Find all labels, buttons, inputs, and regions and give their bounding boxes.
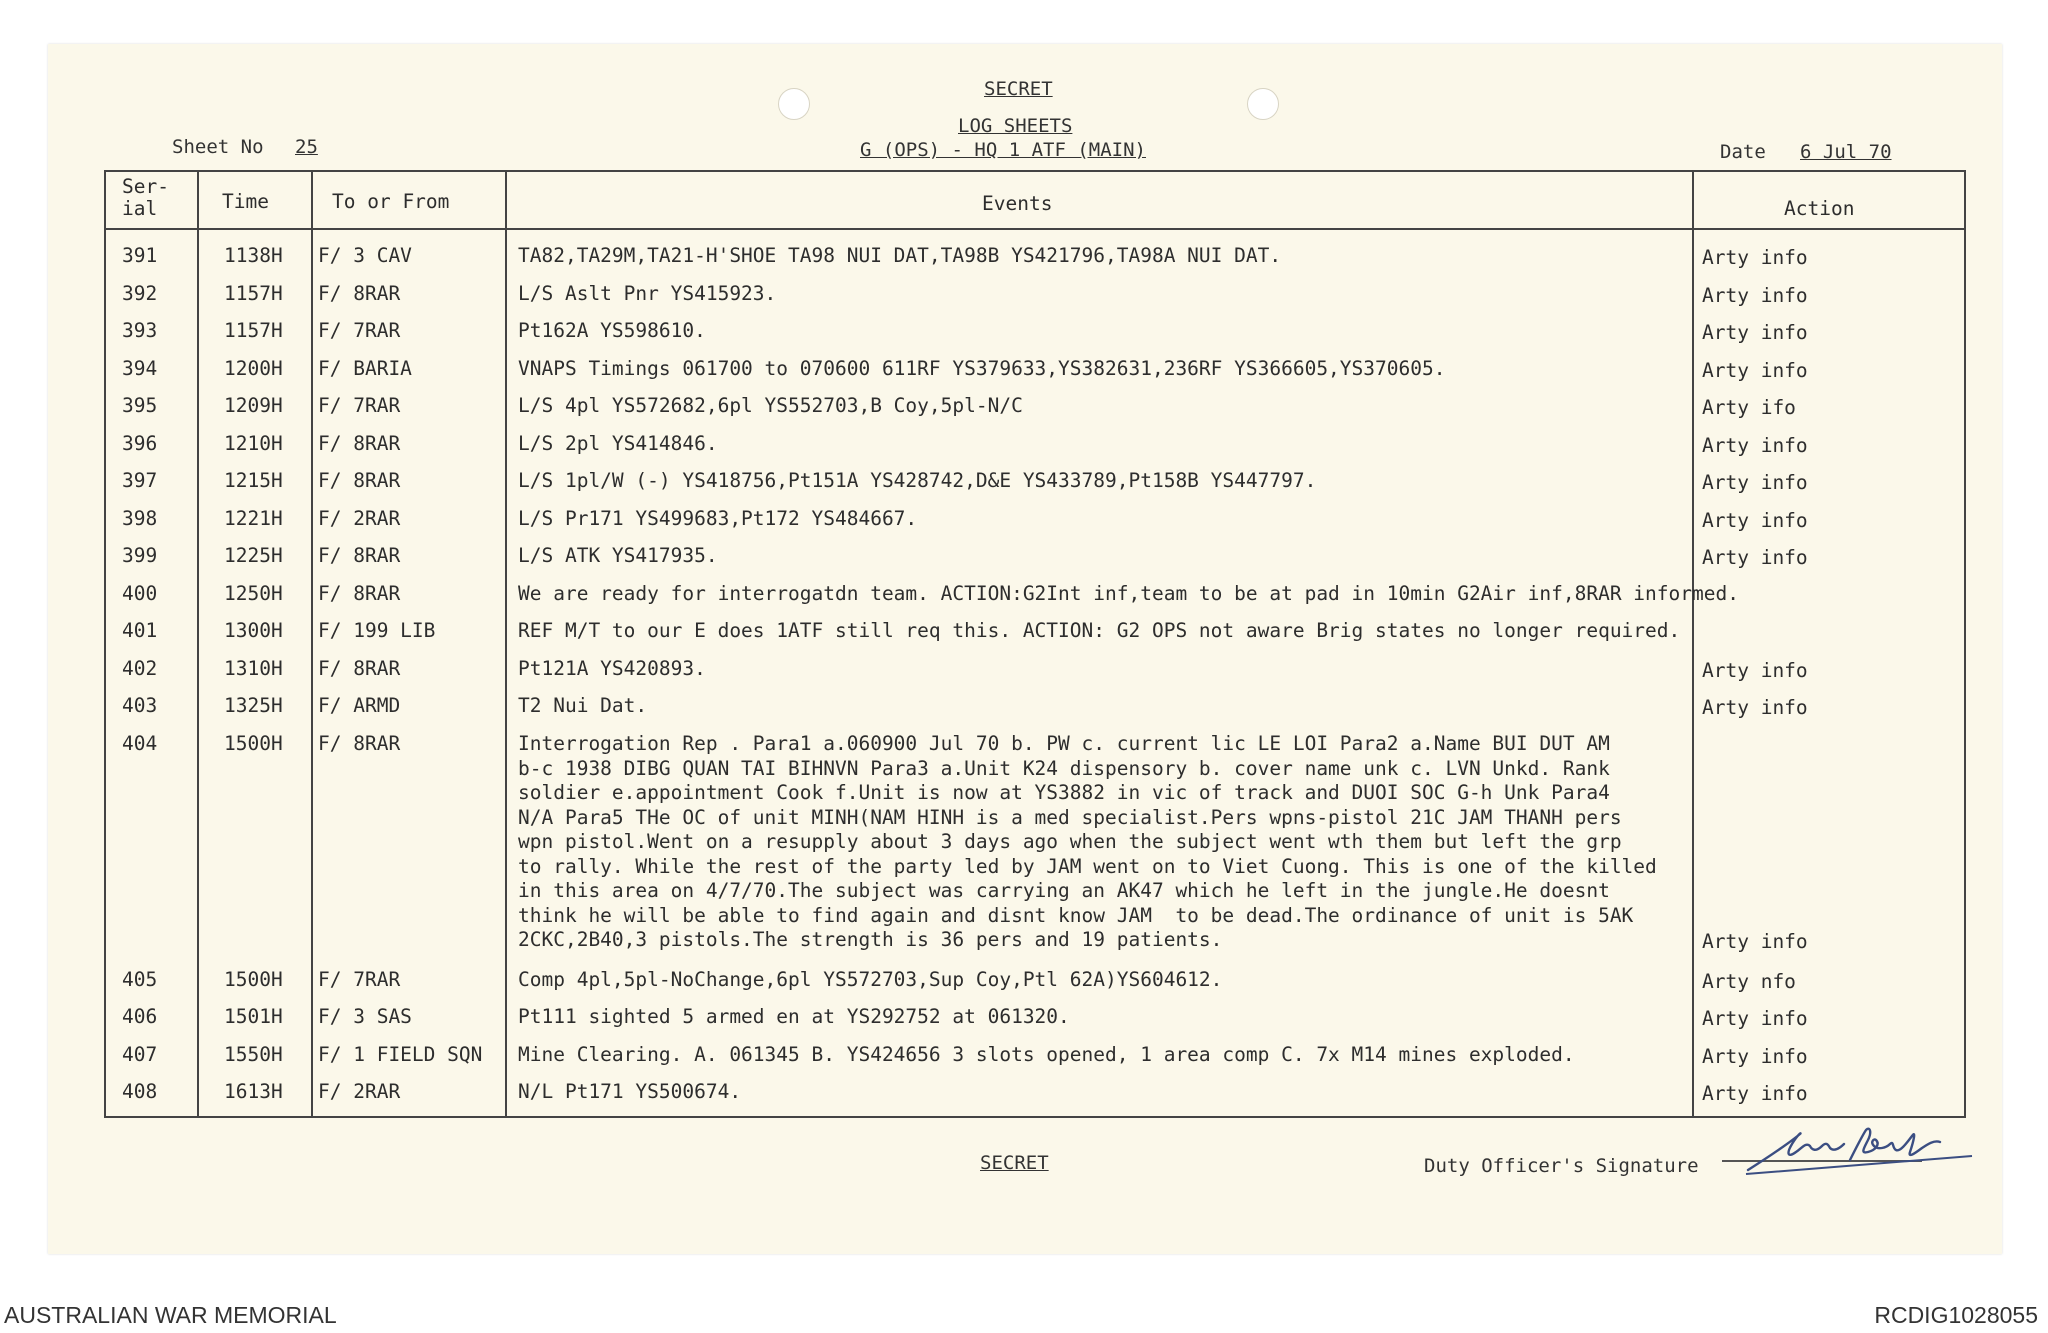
col-border-right (1964, 170, 1966, 1118)
time-cell: 1300H (224, 619, 283, 642)
from-cell: F/ 8RAR (318, 469, 401, 492)
col-border-events (1692, 170, 1694, 1118)
event-line: Pt121A YS420893. (518, 657, 706, 680)
time-cell: 1500H (224, 732, 283, 755)
event-line: L/S 2pl YS414846. (518, 432, 718, 455)
col-border-left (104, 170, 106, 1118)
event-line: VNAPS Timings 061700 to 070600 611RF YS379633,YS382631,236RF YS366605,YS370605. (518, 357, 1446, 380)
event-line: Mine Clearing. A. 061345 B. YS424656 3 slots opened, 1 area comp C. 7x M14 mines exploded. (518, 1043, 1575, 1066)
action-cell: Arty info (1702, 696, 1808, 719)
table-top-border (104, 170, 1966, 172)
punch-hole-left (778, 88, 810, 120)
serial-cell: 395 (122, 394, 158, 417)
action-cell: Arty info (1702, 930, 1808, 953)
date-value: 6 Jul 70 (1800, 141, 1892, 163)
serial-cell: 408 (122, 1080, 158, 1103)
sheet-number: 25 (295, 136, 318, 158)
serial-cell: 402 (122, 657, 158, 680)
serial-cell: 398 (122, 507, 158, 530)
event-line: TA82,TA29M,TA21-H'SHOE TA98 NUI DAT,TA98B YS421796,TA98A NUI DAT. (518, 244, 1282, 267)
action-cell: Arty info (1702, 1045, 1808, 1068)
time-cell: 1500H (224, 968, 283, 991)
action-cell: Arty info (1702, 471, 1808, 494)
time-cell: 1310H (224, 657, 283, 680)
header-action: Action (1784, 197, 1855, 220)
serial-cell: 391 (122, 244, 158, 267)
serial-cell: 393 (122, 319, 158, 342)
time-cell: 1501H (224, 1005, 283, 1028)
col-border-serial (197, 170, 199, 1118)
from-cell: F/ 8RAR (318, 657, 401, 680)
classification-bottom: SECRET (980, 1152, 1049, 1174)
action-cell: Arty nfo (1702, 970, 1796, 993)
event-line: We are ready for interrogatdn team. ACTION:G2Int inf,team to be at pad in 10min G2Air inf,8RAR informed. (518, 582, 1739, 605)
time-cell: 1215H (224, 469, 283, 492)
event-line: Comp 4pl,5pl-NoChange,6pl YS572703,Sup Coy,Ptl 62A)YS604612. (518, 968, 1223, 991)
from-cell: F/ 2RAR (318, 507, 401, 530)
event-line: Pt162A YS598610. (518, 319, 706, 342)
time-cell: 1250H (224, 582, 283, 605)
action-cell: Arty info (1702, 246, 1808, 269)
log-sheets-title: LOG SHEETS (958, 115, 1073, 137)
serial-cell: 392 (122, 282, 158, 305)
from-cell: F/ BARIA (318, 357, 412, 380)
action-cell: Arty info (1702, 546, 1808, 569)
from-cell: F/ 3 CAV (318, 244, 412, 267)
serial-cell: 407 (122, 1043, 158, 1066)
serial-cell: 397 (122, 469, 158, 492)
event-line: N/A Para5 THe OC of unit MINH(NAM HINH is a med specialist.Pers wpns-pistol 21C JAM THANH pers (518, 805, 1622, 829)
from-cell: F/ 8RAR (318, 282, 401, 305)
time-cell: 1200H (224, 357, 283, 380)
event-line: think he will be able to find again and disnt know JAM to be dead.The ordinance of unit is 5AK (518, 903, 1634, 927)
from-cell: F/ 8RAR (318, 432, 401, 455)
action-cell: Arty info (1702, 434, 1808, 457)
event-line: Interrogation Rep . Para1 a.060900 Jul 70 b. PW c. current lic LE LOI Para2 a.Name BUI DUT AM (518, 732, 1610, 755)
from-cell: F/ 7RAR (318, 968, 401, 991)
from-cell: F/ 7RAR (318, 319, 401, 342)
event-line: soldier e.appointment Cook f.Unit is now at YS3882 in vic of track and DUOI SOC G-h Unk Para4 (518, 781, 1610, 804)
from-cell: F/ 1 FIELD SQN (318, 1043, 483, 1066)
time-cell: 1157H (224, 282, 283, 305)
serial-cell: 399 (122, 544, 158, 567)
punch-hole-right (1247, 88, 1279, 120)
event-line: L/S Pr171 YS499683,Pt172 YS484667. (518, 507, 918, 530)
signature-label: Duty Officer's Signature (1424, 1155, 1699, 1177)
event-line: to rally. While the rest of the party led by JAM went on to Viet Cuong. This is one of the killed (518, 854, 1657, 878)
from-cell: F/ 8RAR (318, 732, 401, 755)
time-cell: 1209H (224, 394, 283, 417)
time-cell: 1157H (224, 319, 283, 342)
event-line: wpn pistol.Went on a resupply about 3 days ago when the subject went wth them but left the grp (518, 830, 1622, 853)
archive-id: RCDIG1028055 (1874, 1302, 2038, 1328)
event-line: L/S ATK YS417935. (518, 544, 718, 567)
event-line: in this area on 4/7/70.The subject was carrying an AK47 which he left in the jungle.He doesnt (518, 879, 1610, 902)
action-cell: Arty info (1702, 509, 1808, 532)
action-cell: Arty info (1702, 284, 1808, 307)
event-line: N/L Pt171 YS500674. (518, 1080, 742, 1103)
time-cell: 1325H (224, 694, 283, 717)
action-cell: Arty ifo (1702, 396, 1796, 419)
time-cell: 1221H (224, 507, 283, 530)
document-sheet (48, 44, 2002, 1254)
col-border-time (311, 170, 313, 1118)
classification-top: SECRET (984, 78, 1053, 100)
action-cell: Arty info (1702, 321, 1808, 344)
time-cell: 1138H (224, 244, 283, 267)
serial-cell: 404 (122, 732, 158, 755)
col-border-from (505, 170, 507, 1118)
serial-cell: 403 (122, 694, 158, 717)
from-cell: F/ 2RAR (318, 1080, 401, 1103)
serial-cell: 394 (122, 357, 158, 380)
event-line: L/S Aslt Pnr YS415923. (518, 282, 777, 305)
from-cell: F/ 3 SAS (318, 1005, 412, 1028)
from-cell: F/ ARMD (318, 694, 401, 717)
header-time: Time (222, 190, 269, 213)
date-label: Date (1720, 141, 1766, 163)
serial-cell: 406 (122, 1005, 158, 1028)
serial-cell: 401 (122, 619, 158, 642)
time-cell: 1613H (224, 1080, 283, 1103)
event-line: L/S 4pl YS572682,6pl YS552703,B Coy,5pl-N/C (518, 394, 1023, 417)
event-line: REF M/T to our E does 1ATF still req this. ACTION: G2 OPS not aware Brig states no longer required. (518, 619, 1681, 642)
event-line: Pt111 sighted 5 armed en at YS292752 at 061320. (518, 1005, 1070, 1028)
time-cell: 1225H (224, 544, 283, 567)
archive-label: AUSTRALIAN WAR MEMORIAL (4, 1302, 337, 1328)
time-cell: 1550H (224, 1043, 283, 1066)
action-cell: Arty info (1702, 659, 1808, 682)
event-line: T2 Nui Dat. (518, 694, 648, 717)
action-cell: Arty info (1702, 1007, 1808, 1030)
serial-cell: 400 (122, 582, 158, 605)
event-line: L/S 1pl/W (-) YS418756,Pt151A YS428742,D&E YS433789,Pt158B YS447797. (518, 469, 1317, 492)
from-cell: F/ 8RAR (318, 582, 401, 605)
serial-cell: 396 (122, 432, 158, 455)
event-line: b-c 1938 DIBG QUAN TAI BIHNVN Para3 a.Unit K24 dispensory b. cover name unk c. LVN Unkd. Rank (518, 756, 1610, 780)
from-cell: F/ 8RAR (318, 544, 401, 567)
header-events: Events (982, 192, 1053, 215)
handwritten-signature (1740, 1122, 1980, 1182)
from-cell: F/ 7RAR (318, 394, 401, 417)
unit-title: G (OPS) - HQ 1 ATF (MAIN) (860, 139, 1146, 161)
event-line: 2CKC,2B40,3 pistols.The strength is 36 pers and 19 patients. (518, 928, 1223, 951)
action-cell: Arty info (1702, 359, 1808, 382)
from-cell: F/ 199 LIB (318, 619, 436, 642)
table-bottom-border (104, 1116, 1966, 1118)
header-serial: Ser- ial (122, 175, 169, 220)
header-to-from: To or From (332, 190, 450, 213)
serial-cell: 405 (122, 968, 158, 991)
time-cell: 1210H (224, 432, 283, 455)
sheet-label: Sheet No (172, 136, 264, 158)
header-separator (104, 228, 1966, 230)
action-cell: Arty info (1702, 1082, 1808, 1105)
